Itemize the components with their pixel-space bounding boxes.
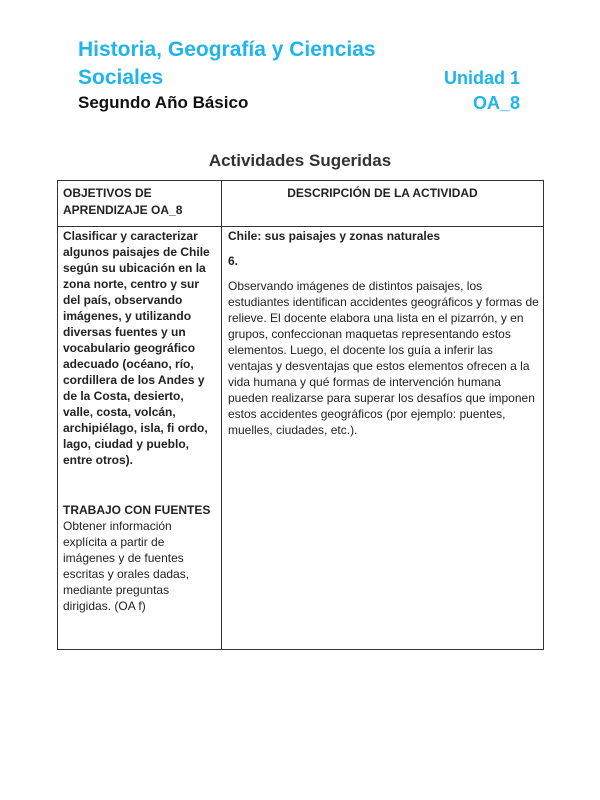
subject-title: Historia, Geografía y Ciencias Sociales	[78, 38, 376, 89]
unit-label: Unidad 1	[443, 68, 520, 88]
oa-code-label: OA_8	[472, 93, 520, 113]
learning-objective-text: Clasificar y caracterizar algunos paisajes de Chile según su ubicación en la zona norte, centro y sur del país, observando imágenes, y utilizando diversas fuentes y un vocabulario geográfico adecuado (océano, río, cordillera de los Andes y de la Costa, desierto, valle, costa, volcán, archipiélago, isla, fi ordo, lago, ciudad y pueblo, entre otros).	[63, 229, 210, 467]
skills-text: Obtener información explícita a partir de imágenes y de fuentes escritas y orales dadas, mediante preguntas dirigidas. (OA f)	[63, 519, 190, 613]
section-title: Actividades Sugeridas	[208, 151, 392, 170]
header-row-divider	[58, 226, 543, 227]
column-divider	[221, 181, 222, 649]
grade-label: Segundo Año Básico	[78, 93, 249, 112]
activity-number: 6.	[228, 254, 239, 268]
objectives-column-header: OBJETIVOS DE APRENDIZAJE OA_8	[63, 186, 183, 217]
activities-table	[57, 180, 544, 650]
activity-title: Chile: sus paisajes y zonas naturales	[228, 229, 441, 243]
skills-title: TRABAJO CON FUENTES	[63, 503, 211, 517]
description-column-header: DESCRIPCIÓN DE LA ACTIVIDAD	[287, 186, 478, 200]
activity-description: Observando imágenes de distintos paisajes, los estudiantes identifican accidentes geográficos y formas de relieve. El docente elabora una lista en el pizarrón, y en grupos, confeccionan maquetas representando estos elementos. Luego, el docente los guía a inferir las ventajas y desventajas que estos elementos ofrecen a la vida humana y qué formas de intervención humana pueden realizarse para superar los desafíos que imponen estos accidentes geográficos (por ejemplo: puentes, muelles, ciudades, etc.).	[228, 279, 539, 437]
